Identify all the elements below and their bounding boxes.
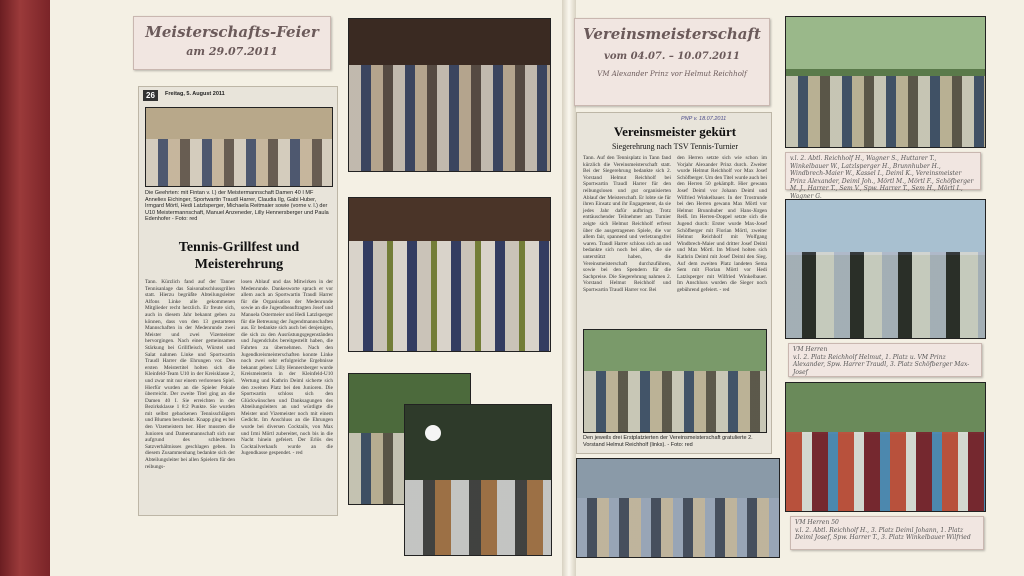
note-vm-herren-50: VM Herren 50 v.l. 2. Abtl. Reichholf H., 3. Platz Deiml Johann, 1. Platz Deiml Josef, Spw. Harrer T., 3. Platz Winkelbauer Wilfried	[790, 516, 984, 550]
page-number: 26	[143, 90, 158, 101]
label-date: vom 04.07. – 10.07.2011	[604, 51, 740, 62]
label-title: Vereinsmeisterschaft	[583, 25, 761, 43]
newspaper-clipping-right	[576, 112, 772, 454]
newspaper-clipping-left	[138, 86, 338, 516]
photo-grill-chef	[404, 404, 552, 556]
label-vereinsmeisterschaft	[574, 18, 770, 106]
label-date: am 29.07.2011	[186, 45, 278, 58]
handwritten-note: PNP v. 18.07.2011	[681, 116, 727, 122]
news-photo-caption: Die Geehrten: mit Fintan v. l.) der Meistermannschaft Damen 40 I MF Annelies Eichinger, Sportwartin Traudl Harrer, Claudia Ilg, Gabi Huber, Irmgard Mörtl, Hedi Latzlsperger, Michaela Reitmaier sowie (vorne v. l.) der U10 Meistermannschaft, Manuel Anzeneder, Lilly Hennersberger und Paula Edenhofer - Foto: red	[145, 190, 329, 222]
note-vm-herren: VM Herren v.l. 2. Platz Reichholf Helmut, 1. Platz u. VM Prinz Alexander, Spw. Harrer Traudl, 3. Platz Schöfberger Max-Josef	[788, 343, 982, 377]
photo-vm-herren-50	[785, 382, 986, 512]
news-photo-caption: Den jeweils drei Erstplatzierten der Vereinsmeisterschaft gratulierte 2. Vorstand Helmut Reichholf (links). - Foto: red	[583, 435, 753, 448]
news-subheadline: Siegerehrung nach TSV Tennis-Turnier	[611, 142, 739, 151]
note-club-group: v.l. 2. Abtl. Reichholf H., Wagner S., Huttarer T., Winkelbauer W., Latzlsperger H., Brunnhuber H., Windbrech-Maier W., Kassel I., Deiml K., Vereinsmeister Prinz Alexander, Deiml Joh., Mörtl M., Mörtl F., Schöfberger M. J., Harrer T., Sem V., Spw. Harrer T., Sem H., Mörtl I., Wagner G.	[785, 152, 981, 190]
news-headline: Vereinsmeister gekürt	[613, 124, 737, 139]
dateline: Freitag, 5. August 2011	[165, 91, 225, 97]
photo-club-group	[785, 16, 986, 148]
news-column-1: Tann. Kürzlich fand auf der Tanner Tennisanlage das Saisonabschlussgrillen statt. Hierzu begrüßte Abteilungsleiter Alfons Linke alle gekommenen Mitglieder recht herzlich. Er freute sich, auch in diesem Jahr bekannt geben zu können, dass von den 13 gestarteten Mannschaften in der Medenrunde zwei Meister und zwei Vizemeister hervorgingen. Nach einer gemeinsamen Stärkung bei Grillfleisch, Würstel und Salat nahmen Linke und Sportwartin Traudl Harrer die Ehrungen vor. Den ersten Meistertitel holten sich die Kleinfeld-Team U10 in der Kreisklasse 2, und zwar mit nur einem verlorenen Spiel. Hierfür wurden an die Spieler Pokale überreicht. Der zweite Titel ging an die Damen 40 I. Sie erreichten in der Bezirksklasse 1 8:2 Punkte. Sie wurden mit selbst gebackenen Tennisschlägern und Blumen beschenkt. Knapp ging es bei den Vizemeistern her. Hier mussten die Junioren und Damenmannschaft sich nur aufgrund des schlechteren Satzverhältnisses geschlagen geben. In diesem Zusammenhang bedankte sich der Abteilungsleiter bei allen Spielern für den reibungs-	[145, 279, 235, 470]
photo-vm-herren	[785, 199, 986, 339]
photo-group-celebration	[348, 18, 551, 172]
news-photo-group	[145, 107, 333, 187]
news-photo-winners	[583, 329, 767, 433]
label-meisterschafts-feier	[133, 16, 331, 70]
news-column-2: losen Ablauf und das Mitwirken in der Medenrunde. Dankesworte sprach er vor allem auch an Sportwartin Traudl Harrer für die Organisation der Medenrunde sowie an die Jugendbeauftragten Josef und Manuela Ostermeier und Hedi Latzlsperger für die Betreuung der Jugendmannschaften aus. Er bedankte sich auch bei denjenigen, die sich zu den Ausrüstungsgegenständen und Jugendclubs bereitgestellt haben, die Fahrten zu übernehmen. Nach den Jugendkreismeisterschaften konnte Linke noch zwei sehr erfolgreiche Ergebnisse bekannt geben: Lilly Hennersberger wurde Kreismeisterin in der Kleinfeld-U10 Wertung und Kathrin Deiml sicherte sich den zweiten Platz bei den Junioren. Die Sportwartin schloss sich den Glückwünschen und Danksagungen des Abteilungsleiters an und würdigte die Meister und Vizemeister noch mit einem Gedicht. Im Anschluss an die Ehrungen wurde bei diversen Cocktails, von Max und Irmi Mörtl zubereitet, noch bis in die Nacht hinein gefeiert. Der Erlös des Cocktailverkaufs wurde an die Jugendkasse gespendet. - red	[241, 279, 333, 457]
news-headline: Tennis-Grillfest und Meisterehrung	[178, 240, 300, 272]
news-column-1: Tann. Auf den Tennisplatz in Tann fand kürzlich die Vereinsmeisterschaft statt. Bei der Siegerehrung bedankte sich 2. Vorstand Helmut Reichholf bei Sportwartin Traudl Harrer für den reibungslosen und gut organisierten Ablauf der Meisterschaft. Er lobte sie für ihren Einsatz und ihr Engagement, da sie jedes Jahr dafür aufbringt. Trotz enttäuschender Teilnehmer am Turnier zeigte sich Helmut Reichholf erfreut über die ausgetragenen Spiele, die vor allem fair, spannend und verletzungsfrei waren. Traudl Harrer schloss sich an und bedankte sich noch bei allen, die sie unterstützt haben, die Vereinsmeisterschaft durchzuführen, sowie bei den Spendern für die Sachpreise. Die Siegerehrung nahmen 2. Vorstand Helmut Reichholf und Sportwartin Traudl Harrer vor. Bei	[583, 155, 671, 293]
photo-women-flowers	[348, 197, 551, 352]
label-subtitle: VM Alexander Prinz vor Helmut Reichholf	[597, 70, 747, 78]
album-cover	[0, 0, 50, 576]
label-title: Meisterschafts-Feier	[145, 23, 319, 41]
news-column-2: den Herren setzte sich wie schon im Vorjahr Alexander Prinz durch. Zweiter wurde Helmut Reichholf vor Max Josef Schöfberger. Um den Titel wurde auch bei den Herren 50 gekämpft. Hier gewann Josef Deiml vor Johann Deiml und Wilfried Winkelbauer. In der Trostrunde bei den Herren gewann Max Mörtl vor Helmut Brunnhuber und Hans-Jürgen Reiß. Im Herren-Doppel setzte sich die Jugend durch: Erster wurde Max-Josef Schöfberger mit Florian Mörtl, zweiter Helmut Reichholf mit Wolfgang Windbrech-Maier und dritter Josef Deiml und Max Mörtl. Im Mixed holten sich Kathrin Deiml mit Josef Deiml den Sieg. Auf dem zweiten Platz landeten Sema Sem mit Florian Mörtl vor Hedi Latzlsperger mit Wilfried Winkelbauer. Im Anschluss wurden die Sieger noch gebührend gefeiert. - red	[677, 155, 767, 293]
photo-restaurant-dinner	[576, 458, 780, 558]
